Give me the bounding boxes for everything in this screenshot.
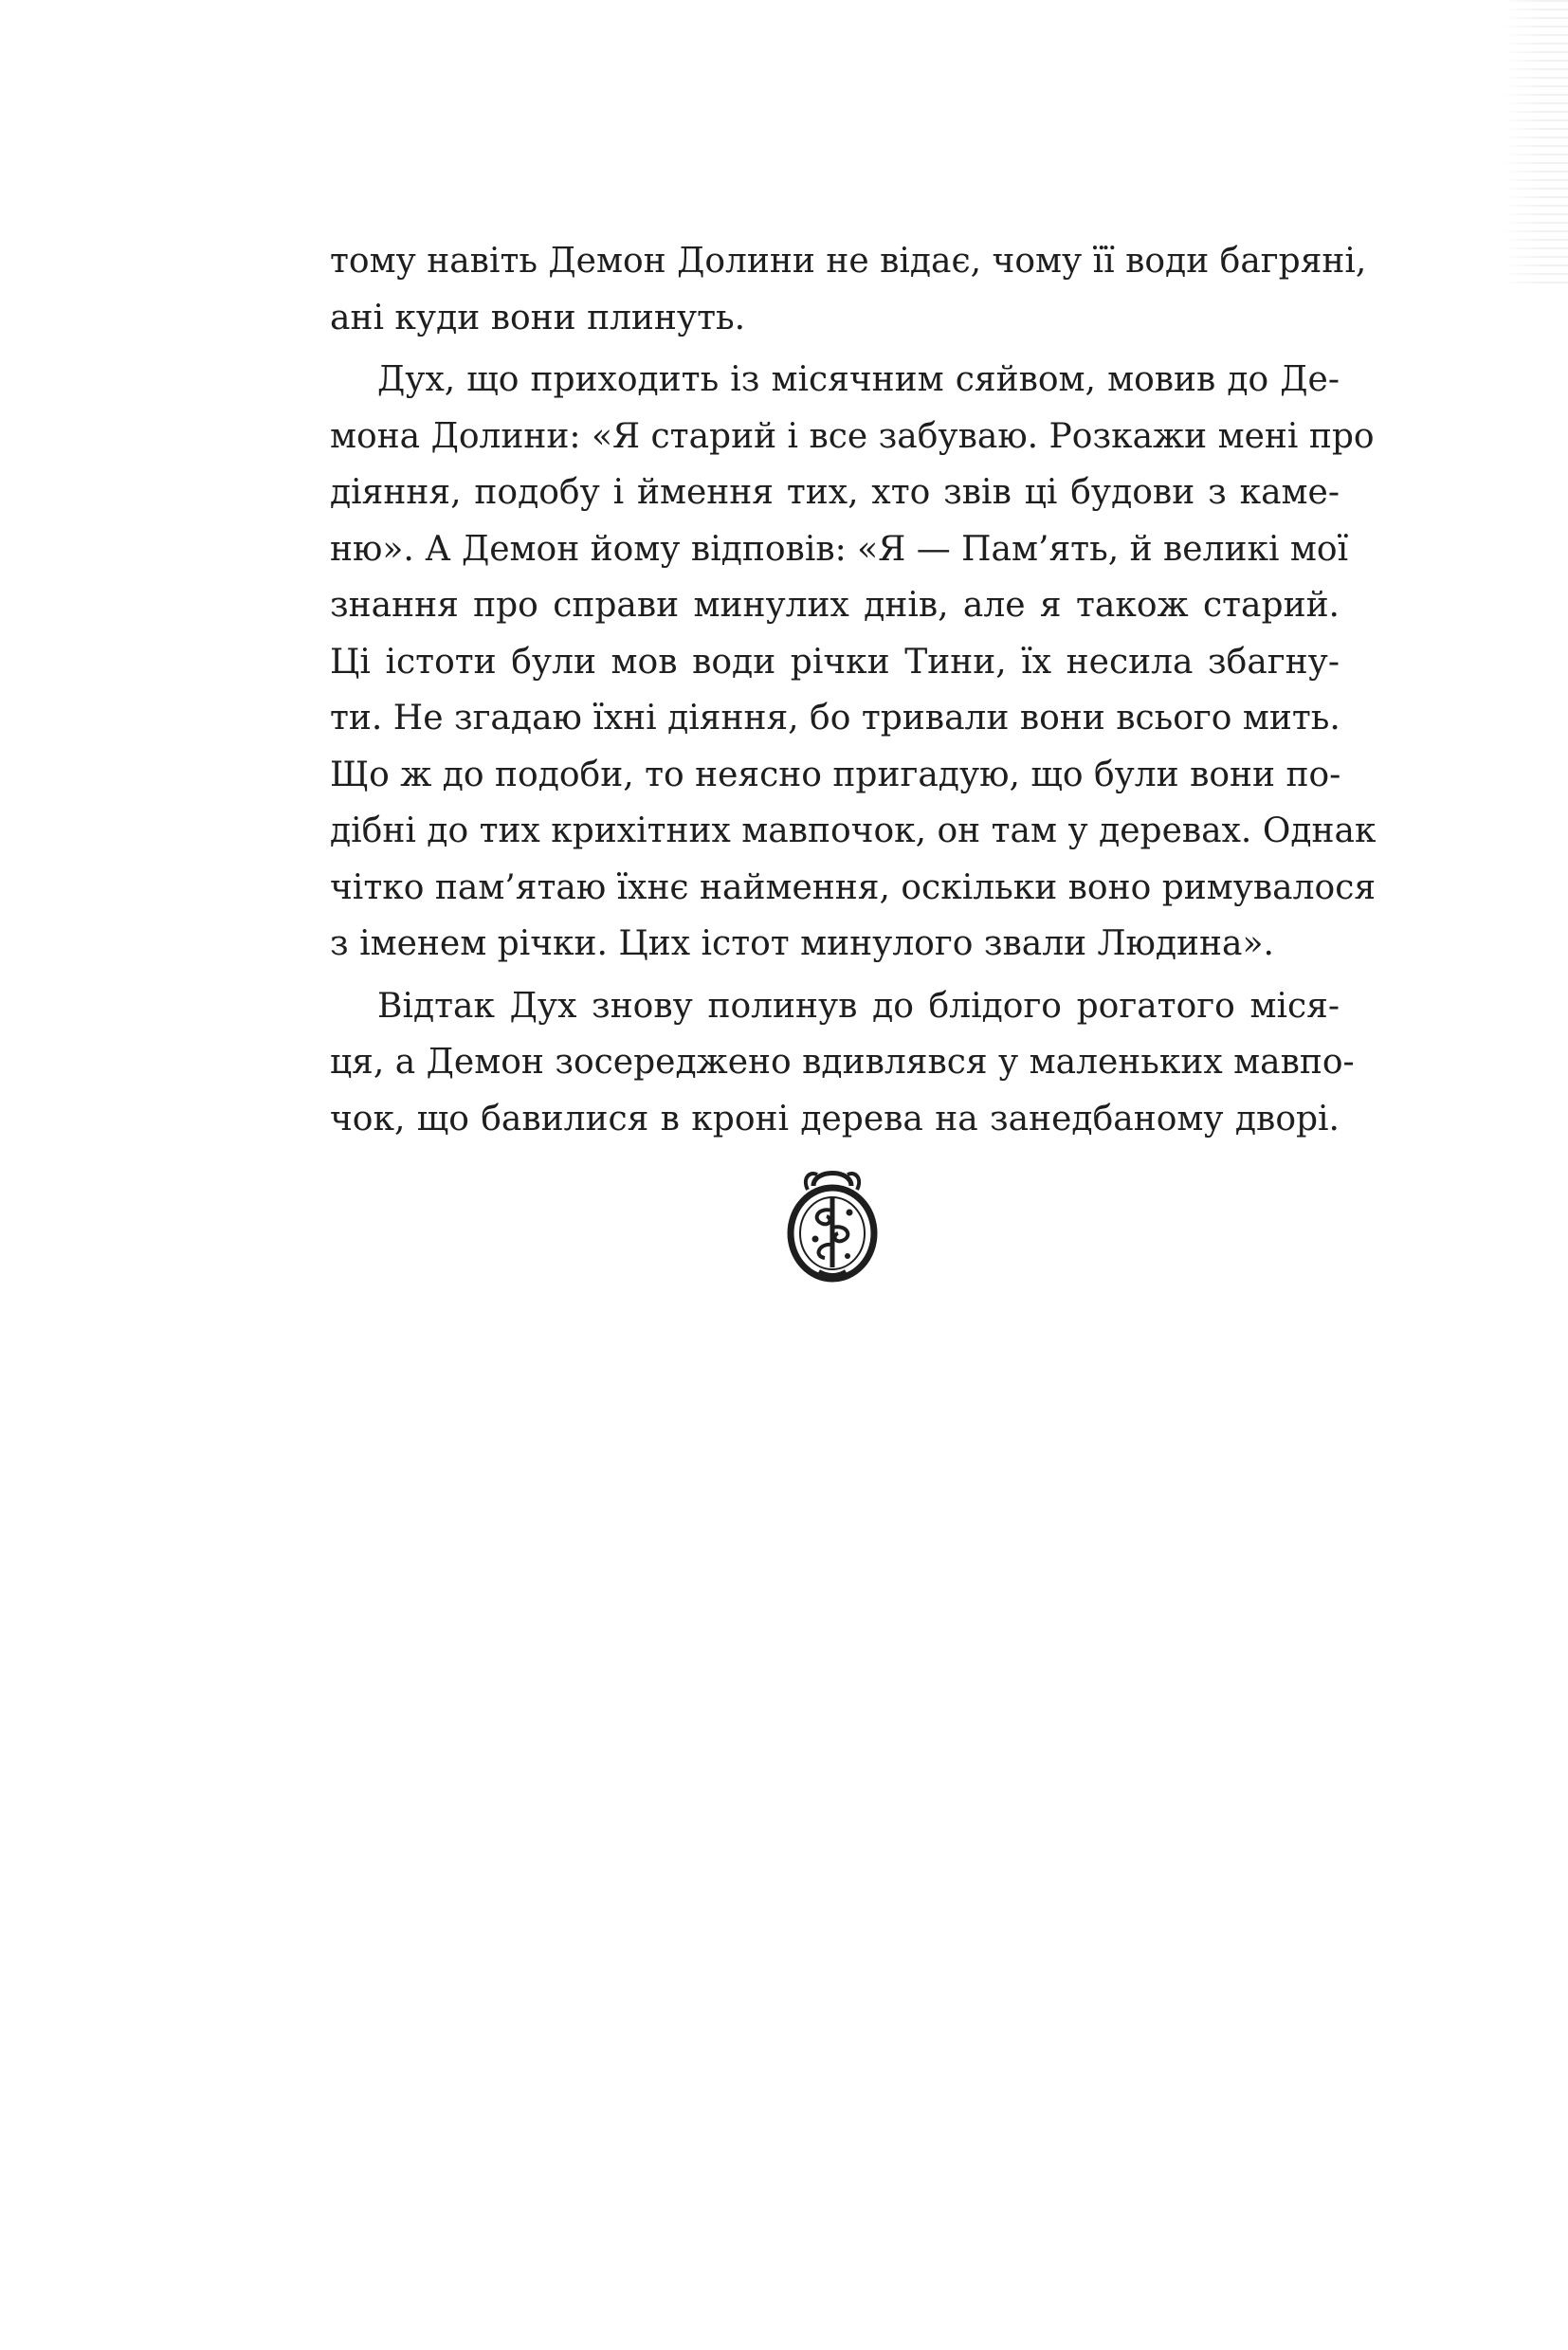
- text-line: ані куди вони плинуть.: [330, 298, 746, 337]
- text-line: Що ж до подоби, то неясно пригадую, що були вони по-: [330, 755, 1341, 794]
- text-line: дібні до тих крихітних мавпочок, он там у деревах. Однак: [330, 811, 1377, 850]
- text-line: Відтак Дух знову полинув до блідого рогатого міся-: [377, 986, 1340, 1026]
- text-line: знання про справи минулих днів, але я також старий.: [330, 586, 1340, 625]
- paragraph-3: [330, 978, 1355, 1148]
- body-text: [330, 233, 1377, 1147]
- text-line: з іменем річки. Цих істот минулого звали Людина».: [330, 924, 1274, 963]
- paragraph-1: [330, 233, 1367, 346]
- text-line: чок, що бавилися в кроні дерева на занедбаному дворі.: [330, 1099, 1340, 1139]
- text-line: Дух, що приходить із місячним сяйвом, мовив до Де-: [377, 360, 1340, 399]
- text-line: Ці істоти були мов води річки Тини, їх несила збагну-: [330, 642, 1340, 682]
- text-line: діяння, подобу і ймення тих, хто звів ці будови з каме-: [330, 473, 1340, 512]
- text-line: ця, а Демон зосереджено вдивлявся у маленьких мавпо-: [330, 1043, 1355, 1082]
- text-line: тому навіть Демон Долини не відає, чому її води багряні,: [330, 242, 1367, 281]
- text-line: мона Долини: «Я старий і все забуваю. Розкажи мені про: [330, 416, 1375, 456]
- paragraph-2: [330, 352, 1377, 973]
- text-line: ти. Не згадаю їхні діяння, бо тривали вони всього мить.: [330, 699, 1340, 738]
- scan-edge-artifact: [1502, 0, 1568, 284]
- decorative-emblem-icon: [785, 1165, 880, 1284]
- text-line: чітко пам’ятаю їхнє наймення, оскільки воно римувалося: [330, 867, 1377, 907]
- text-line: ню». А Демон йому відповів: «Я — Пам’ять, й великі мої: [330, 529, 1349, 569]
